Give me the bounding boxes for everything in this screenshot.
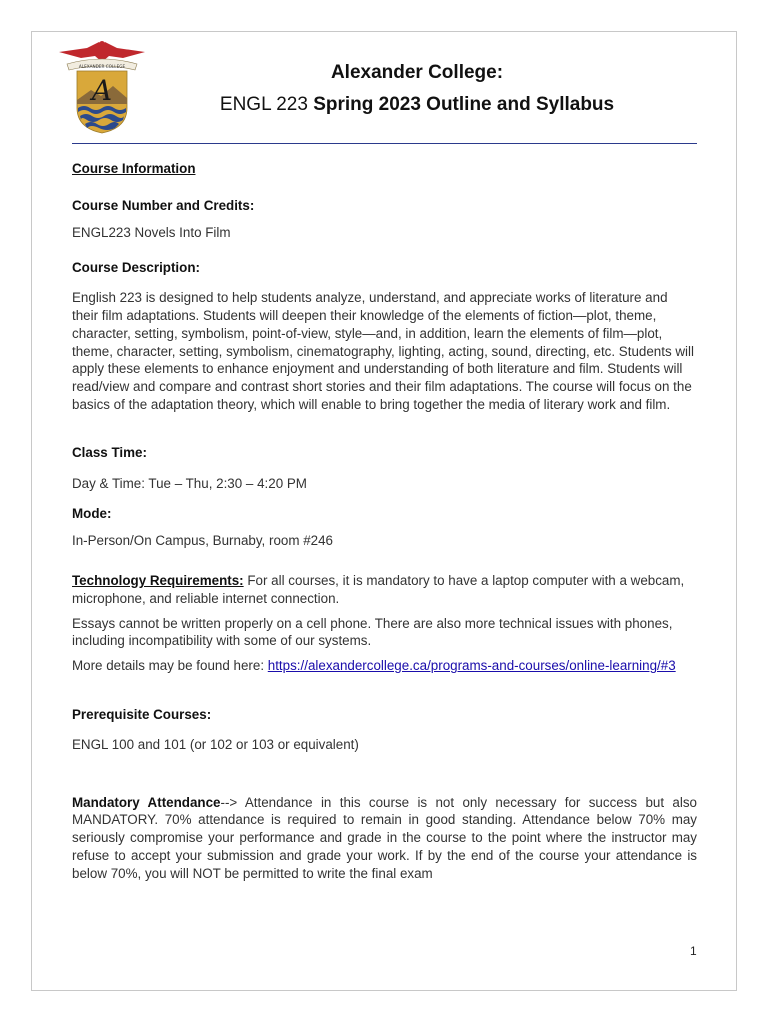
tech-requirements xyxy=(72,572,697,608)
title-college: Alexander College: xyxy=(330,62,504,83)
mode-heading: Mode: xyxy=(72,506,112,522)
header-divider xyxy=(72,143,697,144)
page-number: 1 xyxy=(690,944,697,958)
description-text: English 223 is designed to help students analyze, understand, and appreciate works of literature and their film adaptations. Students will deepen their knowledge of the elements of fiction—plot, theme, character, setting, symbolism, point-of-view, style—and, in addition, learn the elements of film—plot, theme, character, setting, symbolism, cinematography, lighting, acting, sound, directing, etc. Students will apply these elements to enhance enjoyment and understanding of both literature and film. Students will read/view and compare and contrast short stories and their film adaptations. The course will focus on the basics of the adaptation theory, which will enable to bring together the media of literary work and film. xyxy=(72,290,694,412)
details-paragraph xyxy=(72,657,697,675)
logo-banner-text: ALEXANDER COLLEGE xyxy=(78,64,126,69)
logo-letter: A xyxy=(91,74,113,107)
essays-text: Essays cannot be written properly on a cell phone. There are also more technical issues with phones, including incompatibility with some of our systems. xyxy=(72,615,673,649)
prereq-value: ENGL 100 and 101 (or 102 or 103 or equivalent) xyxy=(72,736,359,752)
document-page xyxy=(31,31,737,991)
class-time-heading: Class Time: xyxy=(72,444,147,460)
attendance-heading: Mandatory Attendance xyxy=(72,794,221,810)
syllabus-body xyxy=(72,160,697,883)
class-time-value: Day & Time: Tue – Thu, 2:30 – 4:20 PM xyxy=(72,475,307,491)
title-course-code: ENGL 223 xyxy=(219,94,308,115)
number-credits-heading: Course Number and Credits: xyxy=(72,197,255,213)
mode-value: In-Person/On Campus, Burnaby, room #246 xyxy=(72,533,333,549)
online-learning-link[interactable]: https://alexandercollege.ca/programs-and-courses/online-learning/#3 xyxy=(267,658,676,674)
tech-heading: Technology Requirements: xyxy=(72,572,244,588)
title-syllabus: Spring 2023 Outline and Syllabus xyxy=(313,94,615,115)
document-title xyxy=(162,62,672,116)
details-text: More details may be found here: xyxy=(72,658,268,674)
number-credits-value: ENGL223 Novels Into Film xyxy=(72,224,231,240)
description-heading: Course Description: xyxy=(72,260,200,276)
course-info-heading: Course Information xyxy=(72,161,196,176)
college-logo xyxy=(57,38,147,134)
attendance-text: --> Attendance in this course is not only necessary for success but also MANDATORY. 70% attendance is required to remain in good standing. Attendance below 70% may seriously compromise your performance and grade in the course to the point where the instructor may refuse to accept your submission and grade your work. If by the end of the course your attendance is below 70%, you will NOT be permitted to write the final exam xyxy=(72,794,697,881)
tech-text: For all courses, it is mandatory to have a laptop computer with a webcam, microphone, and reliable internet connection. xyxy=(72,572,685,606)
title-course-line xyxy=(162,94,672,116)
attendance-paragraph xyxy=(72,794,697,883)
prereq-heading: Prerequisite Courses: xyxy=(72,706,212,722)
